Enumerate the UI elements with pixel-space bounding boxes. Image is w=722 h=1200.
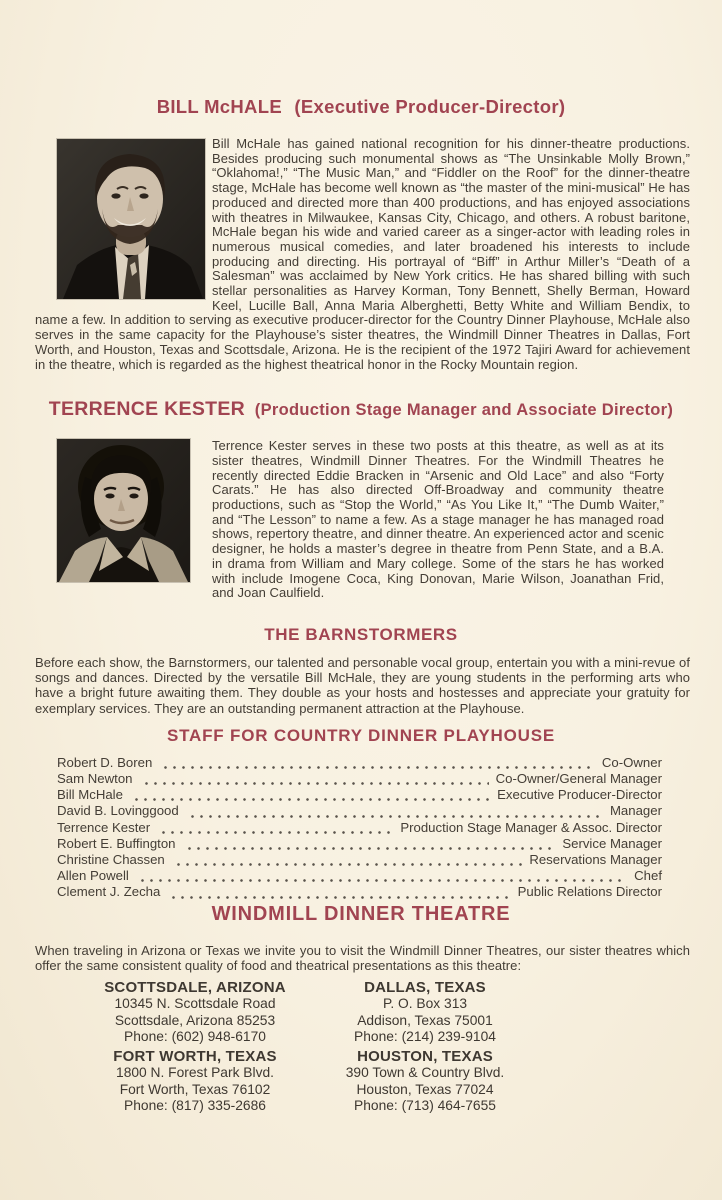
location-phone: Phone: (817) 335-2686 (124, 1098, 266, 1114)
dot-leader (161, 761, 595, 770)
staff-title: Reservations Manager (529, 852, 662, 868)
bill-mchale-photo (57, 139, 205, 299)
staff-title: Co-Owner/General Manager (495, 771, 662, 786)
staff-row (57, 836, 662, 852)
staff-name: Clement J. Zecha (57, 884, 161, 900)
staff-name: Christine Chassen (57, 852, 165, 868)
location-address: Fort Worth, Texas 76102 (119, 1081, 271, 1097)
location-fort-worth (80, 1049, 310, 1115)
location-address: Addison, Texas 75001 (357, 1012, 493, 1028)
location-dallas (310, 980, 540, 1046)
staff-row (57, 868, 662, 884)
location-city: DALLAS, TEXAS (364, 978, 486, 996)
terrence-kester-portrait-art (57, 439, 190, 582)
location-scottsdale (80, 980, 310, 1046)
location-phone: Phone: (214) 239-9104 (354, 1029, 496, 1045)
staff-title: Production Stage Manager & Assoc. Director (400, 819, 662, 835)
dot-leader (188, 810, 603, 819)
barnstormers-heading: THE BARNSTORMERS (264, 624, 458, 644)
terrence-kester-photo (57, 439, 190, 582)
staff-name: Sam Newton (57, 771, 133, 786)
mchale-heading (0, 0, 722, 118)
staff-title: Manager (609, 803, 662, 819)
location-address: Scottsdale, Arizona 85253 (114, 1012, 276, 1028)
kester-heading-role: (Production Stage Manager and Associate Director) (254, 401, 674, 420)
dot-leader (132, 793, 490, 802)
location-phone: Phone: (602) 948-6170 (124, 1029, 266, 1045)
staff-title: Chef (634, 868, 662, 884)
staff-title: Executive Producer-Director (497, 787, 662, 803)
location-phone: Phone: (713) 464-7655 (354, 1098, 496, 1114)
kester-heading-name: TERRENCE KESTER (48, 398, 246, 421)
barnstormers-section (35, 655, 690, 716)
windmill-section (35, 943, 690, 974)
staff-name: Robert D. Boren (57, 754, 153, 770)
staff-name: Allen Powell (57, 868, 129, 884)
staff-row (57, 852, 662, 868)
windmill-heading: WINDMILL DINNER THEATRE (211, 902, 511, 925)
location-city: SCOTTSDALE, ARIZONA (104, 978, 286, 996)
windmill-intro: When traveling in Arizona or Texas we invite you to visit the Windmill Dinner Theatres, our sister theatres which offer the same consistent quality of food and theatrical presentations as this theatre: (35, 942, 690, 974)
bill-mchale-portrait-art (57, 139, 205, 299)
location-houston (310, 1049, 540, 1115)
staff-name: Robert E. Buffington (57, 835, 176, 851)
mchale-bio: Bill McHale has gained national recognition for his dinner-theatre productions. Besides producing such monumental shows as “The Unsinkable Molly Brown,” “Oklahoma!,” “The Music Man,” and “Fiddler on the Roof” for the dinner-theatre stage, McHale has become well known as “the master of the mini-musical” He has produced and directed more than 400 productions, and has enjoyed associations with theatres in Milwaukee, Kansas City, Chicago, and others. A robust baritone, McHale began his wide and varied career as a singer-actor with leading roles in numerous musical comedies, and later broadened his interests to include producing and directing. His portrayal of “Biff” in Arthur Miller’s “Death of a Salesman” was acclaimed by New York critics. He has shared billing with such stellar personalities as Harvey Korman, Tony Bennett, Shelly Berman, Howard Keel, Lucille Ball, Anna Maria Alberghetti, Betty White and William Bendix, to name a few. In addition to serving as executive producer-director for the Country Dinner Playhouse, McHale also serves in the same capacity for the Playhouse’s sister theatres, the Windmill Dinner Theatres in Dallas, Fort Worth, and Houston, Texas and Scottsdale, Arizona. He is the recipient of the 1972 Tajiri Award for achievement in the theatre, which is regarded as the highest theatrical honor in the Rocky Mountain region. (35, 136, 690, 372)
dot-leader (138, 874, 627, 883)
kester-heading (0, 398, 722, 421)
dot-leader (142, 777, 489, 786)
location-address: P. O. Box 313 (382, 996, 468, 1012)
staff-list (57, 755, 662, 901)
staff-title: Service Manager (562, 835, 662, 851)
location-address: Houston, Texas 77024 (356, 1081, 494, 1097)
staff-row (57, 787, 662, 803)
location-city: HOUSTON, TEXAS (357, 1047, 493, 1065)
staff-row (57, 820, 662, 836)
location-address: 1800 N. Forest Park Blvd. (116, 1065, 274, 1081)
staff-row (57, 755, 662, 771)
mchale-section (35, 137, 690, 372)
dot-leader (185, 842, 556, 851)
mchale-heading-role: (Executive Producer-Director) (294, 96, 566, 117)
dot-leader (159, 826, 393, 835)
staff-row (57, 771, 662, 787)
location-address: 390 Town & Country Blvd. (345, 1065, 505, 1081)
dot-leader (169, 891, 510, 900)
staff-name: Bill McHale (57, 787, 123, 803)
locations-grid (80, 980, 540, 1115)
staff-title: Co-Owner (601, 754, 662, 770)
dot-leader (174, 858, 523, 867)
mchale-heading-name: BILL McHALE (156, 96, 282, 117)
staff-name: Terrence Kester (57, 819, 151, 835)
location-address: 10345 N. Scottsdale Road (114, 996, 276, 1012)
barnstormers-body: Before each show, the Barnstormers, our talented and personable vocal group, entertain you with a mini-revue of songs and dances. Directed by the versatile Bill McHale, they are young students in the performing arts who have a bright future awaiting them. They double as your hosts and hostesses and appreciate your gratuity for exemplary services. They are an outstanding permanent attraction at the Playhouse. (35, 654, 690, 716)
staff-row (57, 884, 662, 900)
staff-title: Public Relations Director (517, 884, 662, 900)
location-city: FORT WORTH, TEXAS (113, 1047, 277, 1065)
staff-row (57, 803, 662, 819)
staff-heading: STAFF FOR COUNTRY DINNER PLAYHOUSE (166, 725, 555, 745)
staff-name: David B. Lovinggood (57, 803, 179, 819)
kester-bio: Terrence Kester serves in these two posts at this theatre, as well as at its sister theatres, Windmill Dinner Theatres. For the Windmill Theatres he recently directed Eddie Bracken in “Arsenic and Old Lace” and also “Forty Carats.” He has also directed Off-Broadway and community theatre productions, such as “Stop the World,” “As You Like It,” “The Dumb Waiter,” and “The Lesson” to name a few. As a stage manager he has managed road shows, repertory theatre, and dinner theatre. An experienced actor and scenic designer, he holds a master’s degree in theatre from Penn State, and a B.A. in drama from William and Mary college. Some of the stars he has worked with include Imogene Coca, King Donovan, Marie Wilson, Joanathan Frid, and Joan Caulfield. (212, 438, 664, 601)
kester-section (35, 439, 664, 601)
